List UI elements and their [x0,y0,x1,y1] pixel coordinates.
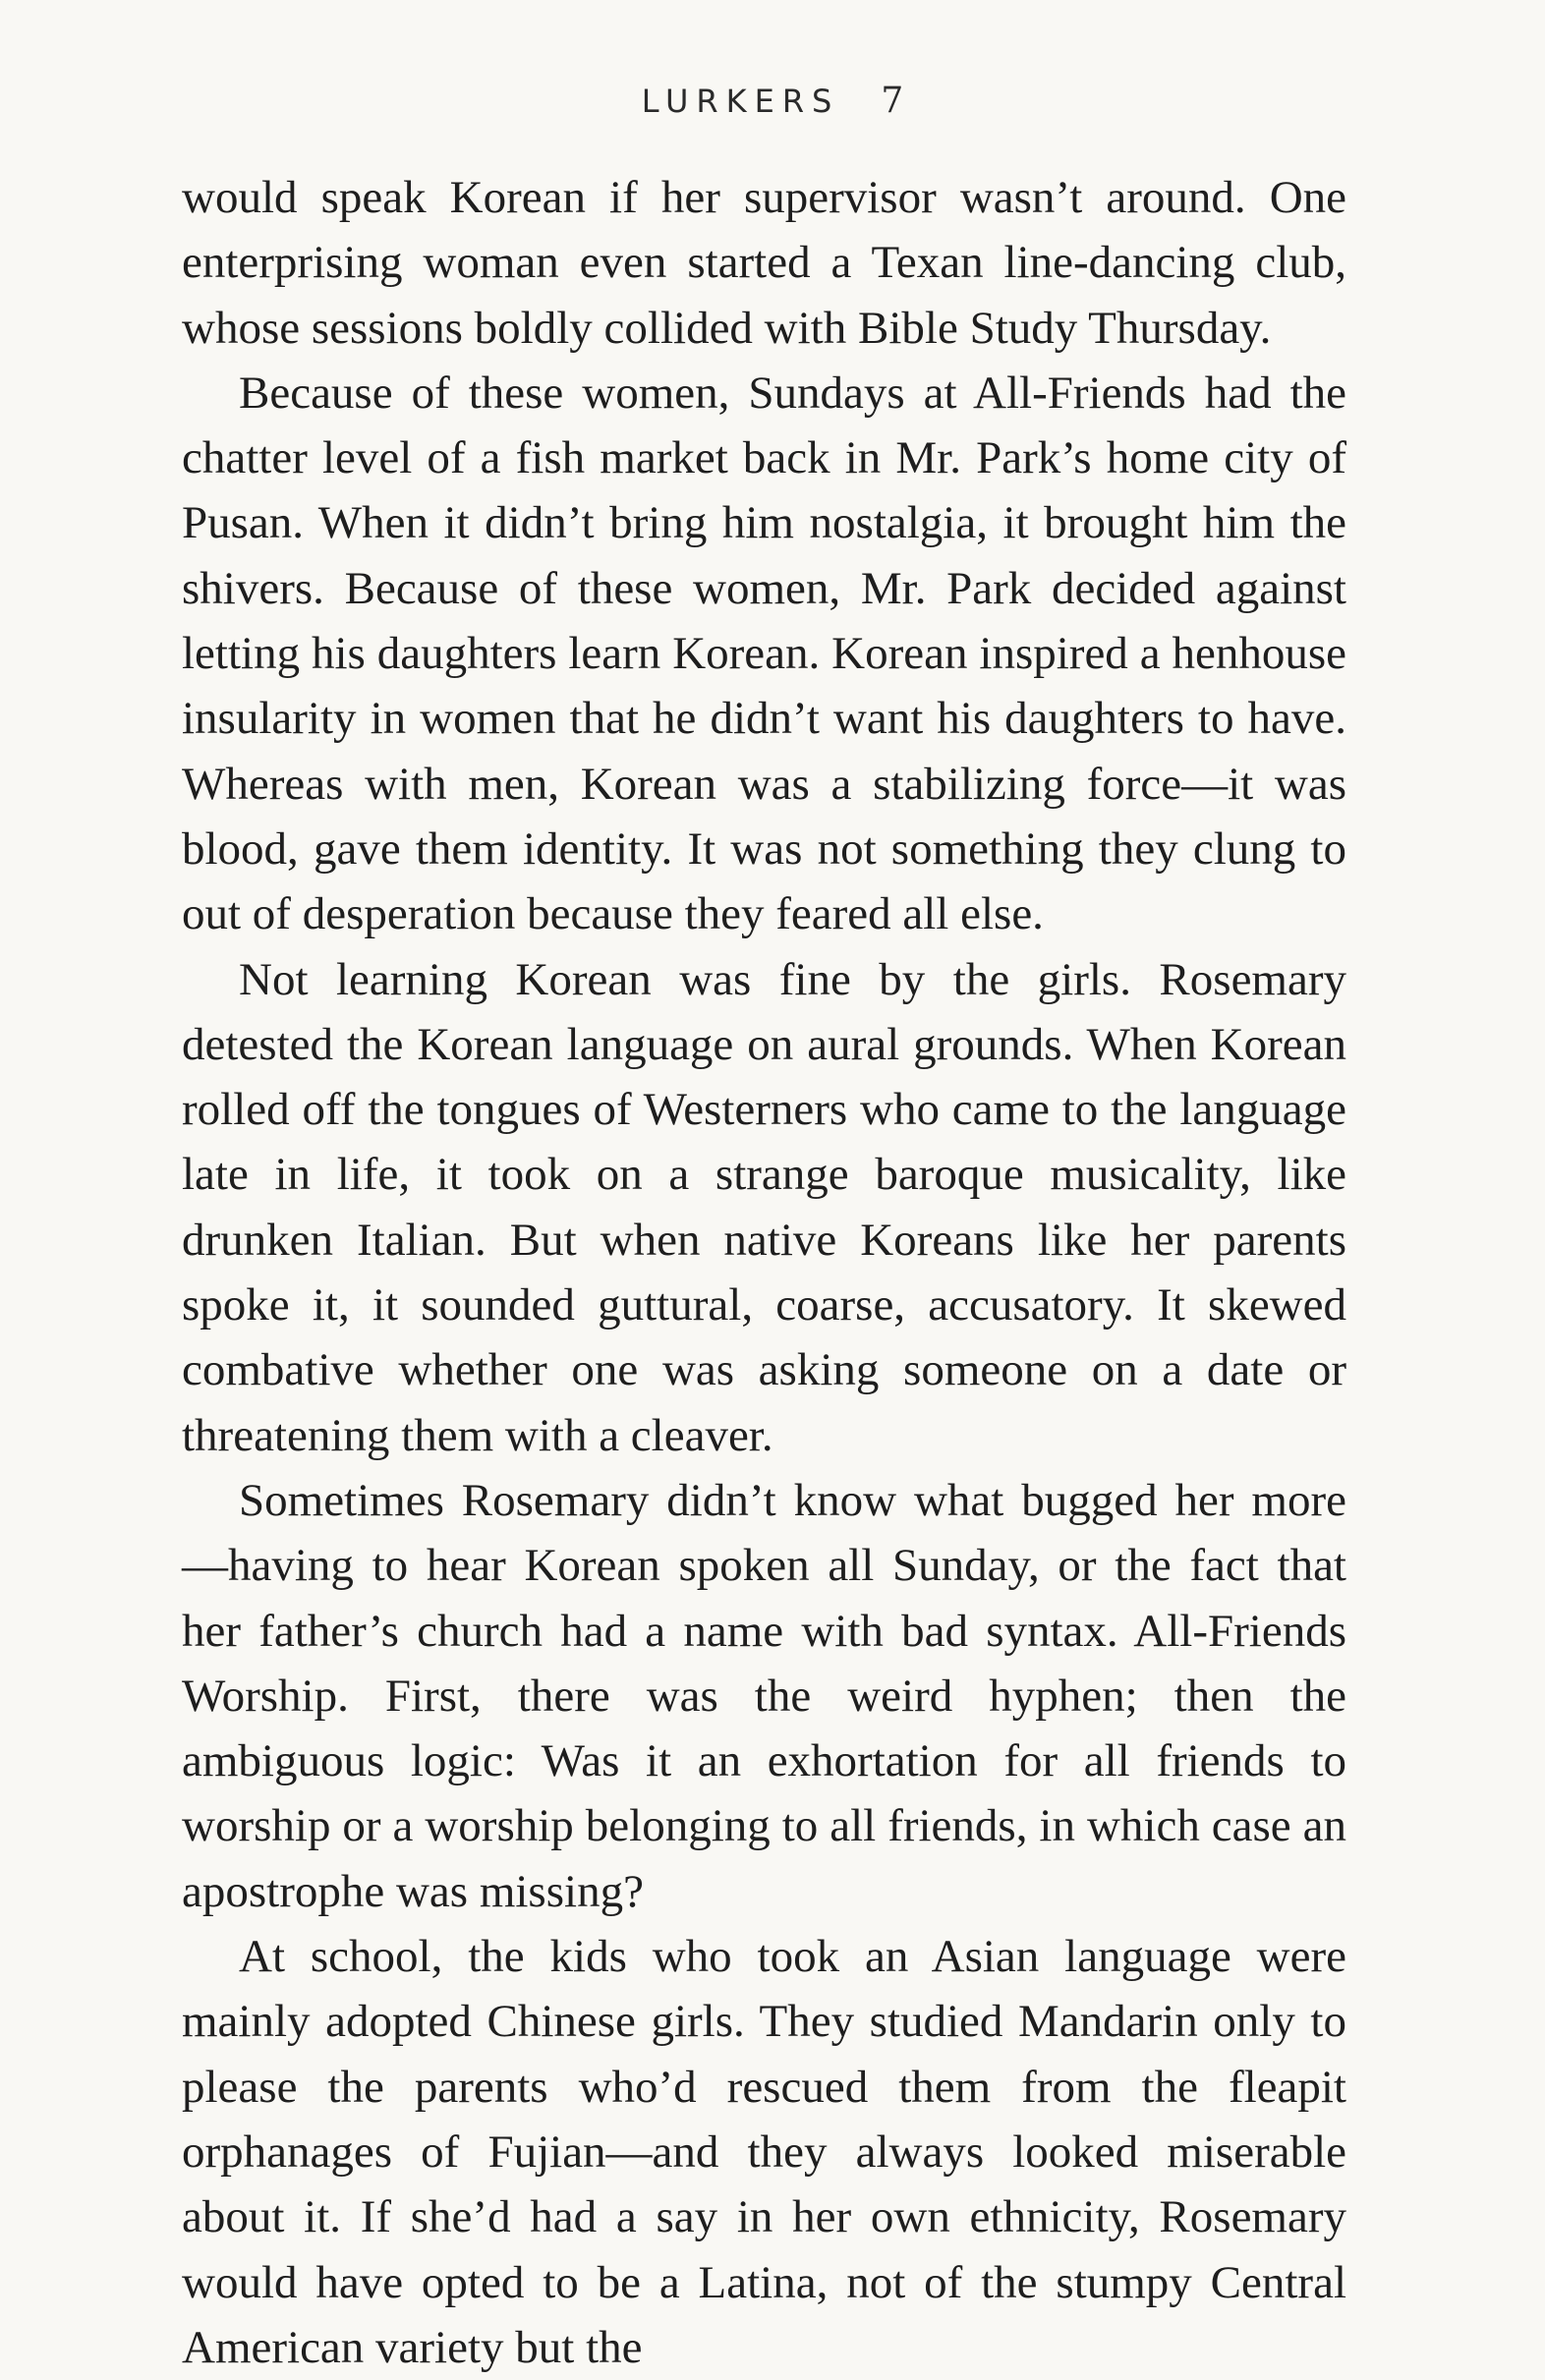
paragraph-continued: would speak Korean if her supervisor wasn’t around. One enterprising woman even started a Texan line-dancing club, whose sessions boldly collided with Bible Study Thursday. [182,172,1346,354]
body-text [182,165,1346,2380]
paragraph: Because of these women, Sundays at All-Friends had the chatter level of a fish market back in Mr. Park’s home city of Pusan. When it didn’t bring him nostalgia, it brought him the shivers. Because of these women, Mr. Park decided against letting his daughters learn Korean. Korean inspired a henhouse insularity in women that he didn’t want his daughters to have. Whereas with men, Korean was a stabilizing force—it was blood, gave them identity. It was not something they clung to out of desperation because they feared all else. [182,367,1346,940]
paragraph: Not learning Korean was fine by the girls. Rosemary detested the Korean language on aural grounds. When Korean rolled off the tongues of Westerners who came to the language late in life, it took on a strange baroque musicality, like drunken Italian. But when native Koreans like her parents spoke it, it sounded guttural, coarse, accusatory. It skewed combative whether one was asking someone on a date or threatening them with a cleaver. [182,953,1346,1461]
paragraph: At school, the kids who took an Asian language were mainly adopted Chinese girls. They studied Mandarin only to please the parents who’d rescued them from the fleapit orphanages of Fujian—and they always looked miserable about it. If she’d had a say in her own ethnicity, Rosemary would have opted to be a Latina, not of the stumpy Central American variety but the [182,1931,1346,2373]
running-title: LURKERS [641,83,840,120]
running-head [0,81,1545,140]
paragraph: Sometimes Rosemary didn’t know what bugged her more—having to hear Korean spoken all Sunday, or the fact that her father’s church had a name with bad syntax. All-Friends Worship. First, there was the weird hyphen; then the ambiguous logic: Was it an exhortation for all friends to worship or a worship belonging to all friends, in which case an apostrophe was missing? [182,1474,1346,1917]
page-number: 7 [881,81,904,121]
